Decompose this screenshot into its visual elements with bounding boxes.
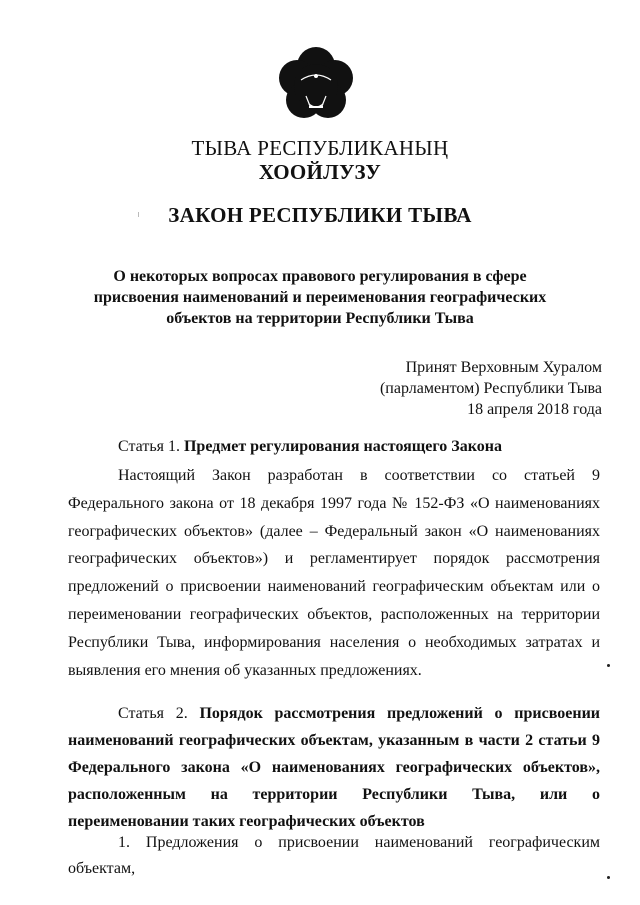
scan-dot [607,876,610,879]
emblem-icon [271,36,361,126]
scan-speck [138,212,139,217]
article2-label: Статья 2. [118,705,188,722]
adoption-line1: Принят Верховным Хуралом [405,359,602,376]
title-tyvan-line2: ХООЙЛУЗУ [258,160,382,184]
article2-title: Порядок рассмотрения предложений о присвоении наименований географических объектам, указанным в части 2 статьи 9 Федерального закона «О наименованиях географических объектов», расположенным на территории Республики Тыва, или о переименовании таких географических объектов [68,705,601,830]
article2-body: 1. Предложения о присвоении наименований географическим объектам, [68,834,600,877]
article1-heading [68,434,600,460]
article2-heading [68,700,600,835]
law-subject: О некоторых вопросах правового регулирования в сфере присвоения наименований и переименования географических объектов на территории Республики Тыва [93,268,547,327]
scan-dot [607,664,610,667]
title-tyvan-line1: ТЫВА РЕСПУБЛИКАНЫҢ [191,136,449,160]
adoption-date: 18 апреля 2018 года [467,401,602,418]
article1-title: Предмет регулирования настоящего Закона [183,438,502,455]
adoption-line2: (парламентом) Республики Тыва [379,380,602,397]
article1-body: Настоящий Закон разработан в соответствии со статьей 9 Федерального закона от 18 декабря 1997 года № 152-ФЗ «О наименованиях географических объектов» (далее – Федеральный закон «О наименованиях географических объектов») и регламентирует порядок рассмотрения предложений о присвоении наименований географическим объектам или о переименовании географических объектов, расположенных на территории Республики Тыва, информирования населения о необходимых затратах и выявления его мнения об указанных предложениях. [68,467,600,679]
title-russian: ЗАКОН РЕСПУБЛИКИ ТЫВА [168,203,472,227]
adoption-info [380,357,602,420]
article1-label: Статья 1. [118,438,180,455]
